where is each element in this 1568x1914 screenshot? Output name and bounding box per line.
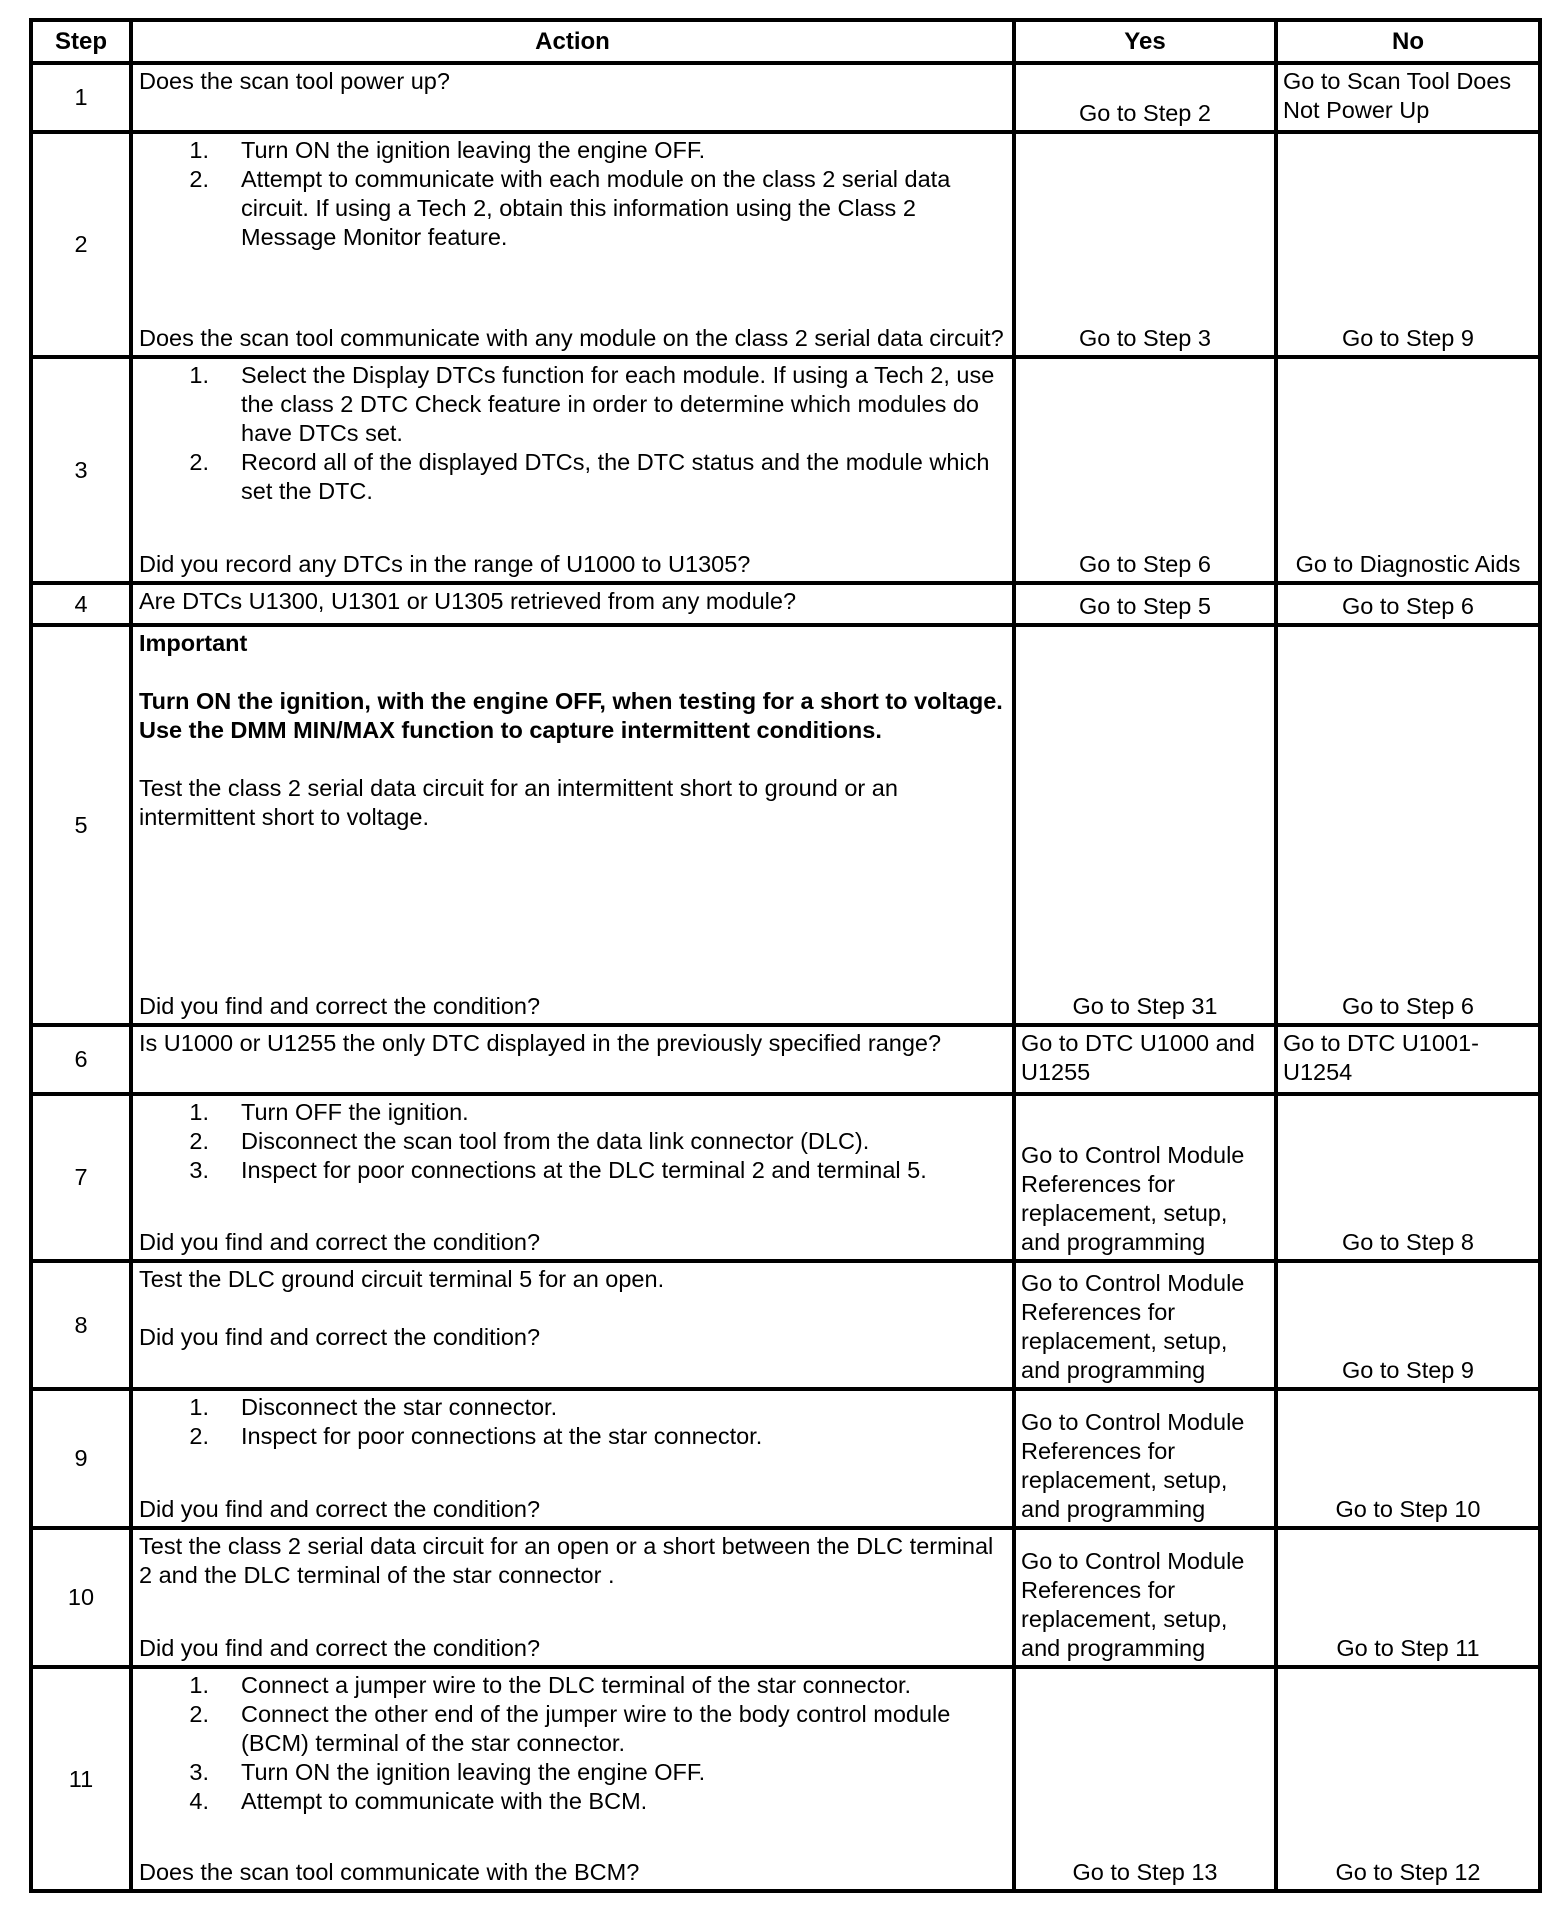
item-text: Disconnect the scan tool from the data link connector (DLC).	[241, 1128, 870, 1154]
list-item	[139, 1156, 1006, 1185]
step-number: 2	[31, 132, 131, 357]
item-text: Attempt to communicate with each module on the class 2 serial data circuit. If using a Tech 2, obtain this information using the Class 2 Message Monitor feature.	[241, 166, 951, 250]
header-action: Action	[131, 20, 1014, 63]
yes-cell: Go to Control Module References for replacement, setup, and programming	[1014, 1528, 1276, 1667]
item-text: Connect the other end of the jumper wire to the body control module (BCM) terminal of the star connector.	[241, 1701, 951, 1756]
instruction-text: Test the class 2 serial data circuit for an intermittent short to ground or an intermittent short to voltage.	[139, 775, 898, 830]
list-item	[139, 1098, 1006, 1127]
instruction-text: Test the class 2 serial data circuit for an open or a short between the DLC terminal 2 and the DLC terminal of the star connector .	[139, 1533, 994, 1588]
yes-cell: Go to DTC U1000 and U1255	[1014, 1025, 1276, 1094]
question-text: Are DTCs U1300, U1301 or U1305 retrieved from any module?	[139, 588, 797, 614]
item-number: 2.	[189, 449, 209, 475]
action-cell	[131, 1261, 1014, 1389]
question-text: Does the scan tool communicate with the BCM?	[139, 1859, 640, 1885]
header-yes: Yes	[1014, 20, 1276, 63]
question-text: Did you find and correct the condition?	[139, 1229, 541, 1255]
action-cell	[131, 1094, 1014, 1261]
list-item	[139, 1671, 1006, 1700]
question-text: Is U1000 or U1255 the only DTC displayed in the previously specified range?	[139, 1030, 942, 1056]
list-item	[139, 1393, 1006, 1422]
yes-cell: Go to Step 2	[1014, 63, 1276, 132]
table-row	[31, 1528, 1540, 1667]
question-text: Did you find and correct the condition?	[139, 1324, 541, 1350]
step-number: 6	[31, 1025, 131, 1094]
step-number: 1	[31, 63, 131, 132]
yes-cell: Go to Step 5	[1014, 583, 1276, 625]
item-text: Turn ON the ignition leaving the engine OFF.	[241, 137, 706, 163]
item-text: Attempt to communicate with the BCM.	[241, 1788, 648, 1814]
table-row	[31, 1025, 1540, 1094]
header-row	[31, 20, 1540, 63]
yes-cell: Go to Control Module References for replacement, setup, and programming	[1014, 1094, 1276, 1261]
no-cell: Go to DTC U1001-U1254	[1276, 1025, 1540, 1094]
yes-cell: Go to Step 6	[1014, 357, 1276, 583]
action-cell	[131, 63, 1014, 132]
item-text: Record all of the displayed DTCs, the DTC status and the module which set the DTC.	[241, 449, 990, 504]
list-item	[139, 1758, 1006, 1787]
item-number: 2.	[189, 1701, 209, 1727]
table-row	[31, 1094, 1540, 1261]
step-number: 9	[31, 1389, 131, 1528]
table-row	[31, 583, 1540, 625]
item-text: Turn ON the ignition leaving the engine OFF.	[241, 1759, 706, 1785]
action-cell	[131, 1389, 1014, 1528]
list-item	[139, 165, 1006, 252]
item-text: Turn OFF the ignition.	[241, 1099, 469, 1125]
item-text: Select the Display DTCs function for each module. If using a Tech 2, use the class 2 DTC Check feature in order to determine which modules do have DTCs set.	[241, 362, 995, 446]
table-row	[31, 1667, 1540, 1891]
item-text: Connect a jumper wire to the DLC terminal of the star connector.	[241, 1672, 912, 1698]
step-number: 10	[31, 1528, 131, 1667]
yes-cell: Go to Step 31	[1014, 625, 1276, 1025]
no-cell: Go to Scan Tool Does Not Power Up	[1276, 63, 1540, 132]
list-item	[139, 1127, 1006, 1156]
list-item	[139, 136, 1006, 165]
yes-cell: Go to Step 3	[1014, 132, 1276, 357]
action-cell	[131, 1528, 1014, 1667]
no-cell: Go to Step 6	[1276, 625, 1540, 1025]
step-number: 8	[31, 1261, 131, 1389]
action-cell	[131, 1667, 1014, 1891]
step-number: 3	[31, 357, 131, 583]
important-block	[139, 629, 1006, 832]
no-cell: Go to Step 6	[1276, 583, 1540, 625]
no-cell: Go to Step 9	[1276, 1261, 1540, 1389]
yes-cell: Go to Control Module References for replacement, setup, and programming	[1014, 1261, 1276, 1389]
header-step: Step	[31, 20, 131, 63]
instruction-list	[139, 361, 1006, 506]
table-row	[31, 625, 1540, 1025]
instruction-list	[139, 1671, 1006, 1816]
action-cell	[131, 583, 1014, 625]
item-number: 3.	[189, 1157, 209, 1183]
item-number: 4.	[189, 1788, 209, 1814]
no-cell: Go to Step 11	[1276, 1528, 1540, 1667]
list-item	[139, 1422, 1006, 1451]
item-number: 1.	[189, 1672, 209, 1698]
item-text: Disconnect the star connector.	[241, 1394, 558, 1420]
question-text: Did you find and correct the condition?	[139, 993, 541, 1019]
no-cell: Go to Diagnostic Aids	[1276, 357, 1540, 583]
question-text: Does the scan tool communicate with any module on the class 2 serial data circuit?	[139, 325, 1004, 351]
table-row	[31, 1389, 1540, 1528]
table-row	[31, 1261, 1540, 1389]
instruction-list	[139, 136, 1006, 252]
item-text: Inspect for poor connections at the DLC terminal 2 and terminal 5.	[241, 1157, 927, 1183]
action-cell	[131, 1025, 1014, 1094]
important-text: Turn ON the ignition, with the engine OFF, when testing for a short to voltage. Use the DMM MIN/MAX function to capture intermittent conditions.	[139, 688, 1003, 743]
action-cell	[131, 132, 1014, 357]
important-label: Important	[139, 630, 248, 656]
action-cell	[131, 357, 1014, 583]
table-row	[31, 357, 1540, 583]
step-number: 7	[31, 1094, 131, 1261]
item-number: 2.	[189, 1423, 209, 1449]
item-number: 1.	[189, 1394, 209, 1420]
list-item	[139, 1787, 1006, 1816]
header-no: No	[1276, 20, 1540, 63]
list-item	[139, 361, 1006, 448]
action-cell	[131, 625, 1014, 1025]
item-number: 1.	[189, 362, 209, 388]
yes-cell: Go to Step 13	[1014, 1667, 1276, 1891]
item-number: 1.	[189, 1099, 209, 1125]
item-number: 3.	[189, 1759, 209, 1785]
item-number: 2.	[189, 166, 209, 192]
step-number: 11	[31, 1667, 131, 1891]
table-row	[31, 132, 1540, 357]
instruction-list	[139, 1393, 1006, 1451]
item-text: Inspect for poor connections at the star connector.	[241, 1423, 763, 1449]
question-text: Did you record any DTCs in the range of U1000 to U1305?	[139, 551, 751, 577]
instruction-text: Test the DLC ground circuit terminal 5 for an open.	[139, 1266, 665, 1292]
item-number: 2.	[189, 1128, 209, 1154]
question-text: Does the scan tool power up?	[139, 68, 450, 94]
diagnostic-table	[29, 18, 1542, 1893]
step-number: 5	[31, 625, 131, 1025]
question-text: Did you find and correct the condition?	[139, 1496, 541, 1522]
list-item	[139, 1700, 1006, 1758]
question-text: Did you find and correct the condition?	[139, 1635, 541, 1661]
list-item	[139, 448, 1006, 506]
yes-cell: Go to Control Module References for replacement, setup, and programming	[1014, 1389, 1276, 1528]
instruction-list	[139, 1098, 1006, 1185]
no-cell: Go to Step 9	[1276, 132, 1540, 357]
step-number: 4	[31, 583, 131, 625]
no-cell: Go to Step 12	[1276, 1667, 1540, 1891]
no-cell: Go to Step 8	[1276, 1094, 1540, 1261]
no-cell: Go to Step 10	[1276, 1389, 1540, 1528]
table-row	[31, 63, 1540, 132]
item-number: 1.	[189, 137, 209, 163]
